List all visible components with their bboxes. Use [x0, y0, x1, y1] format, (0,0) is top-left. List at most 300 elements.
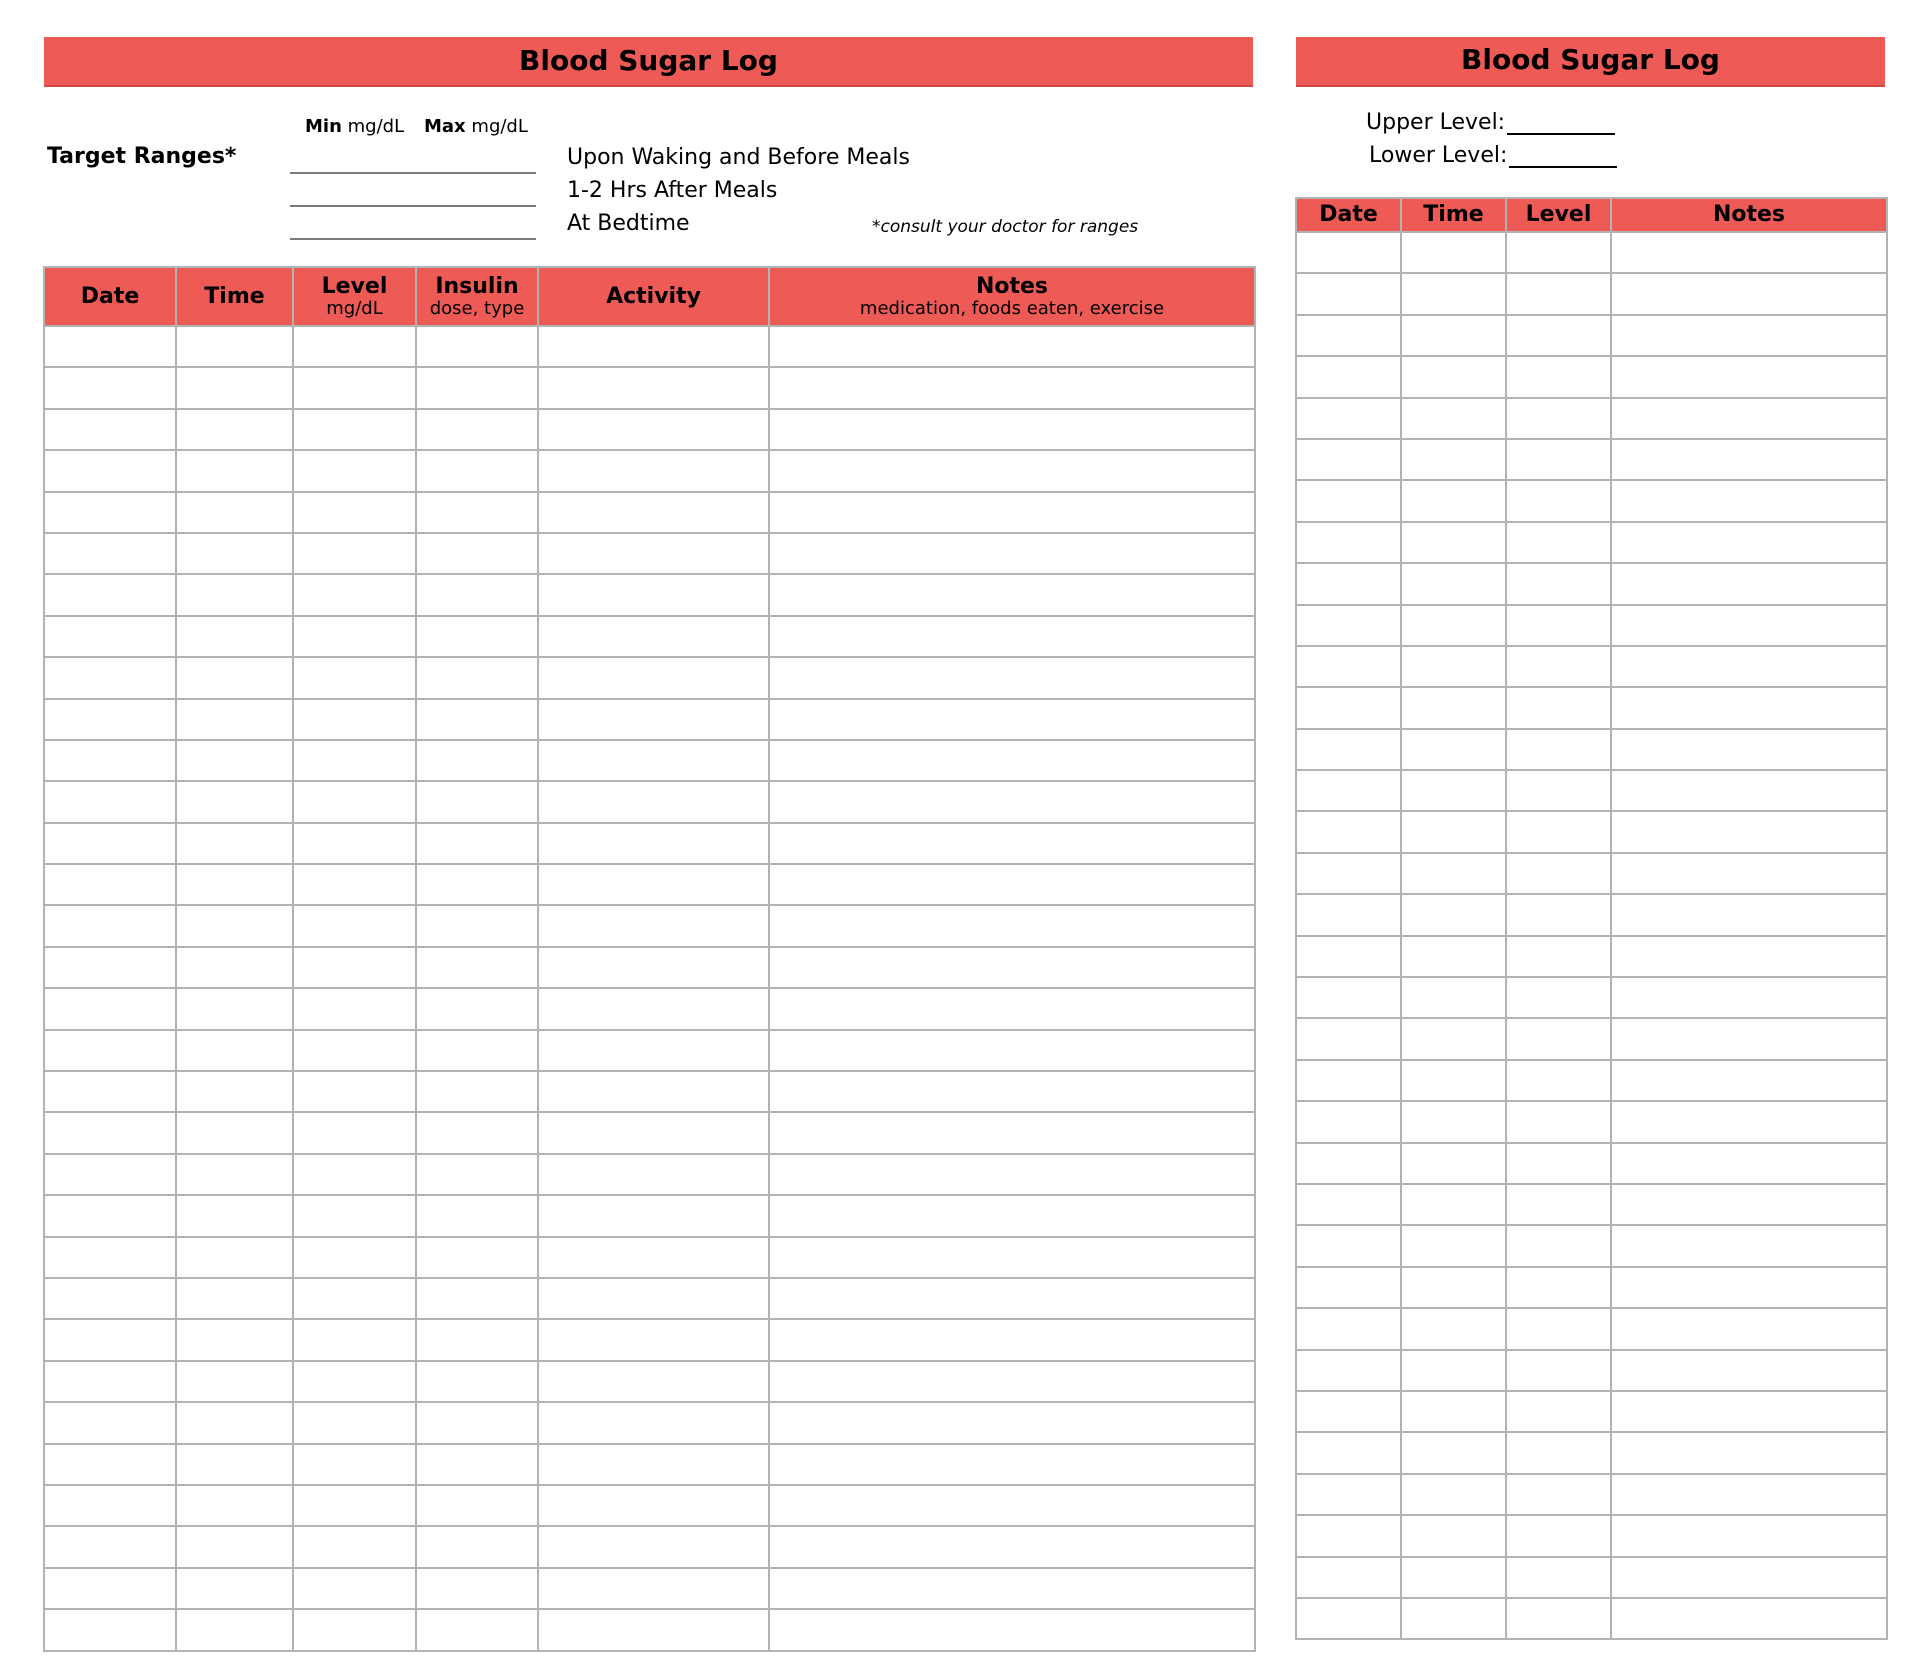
left-table-cell[interactable]	[176, 1195, 293, 1236]
left-table-cell[interactable]	[416, 1485, 538, 1526]
right-table-cell[interactable]	[1296, 605, 1401, 646]
left-table-cell[interactable]	[769, 1154, 1255, 1195]
left-table-cell[interactable]	[176, 1112, 293, 1153]
left-table-cell[interactable]	[44, 1319, 176, 1360]
right-table-cell[interactable]	[1506, 936, 1611, 977]
right-table-cell[interactable]	[1296, 1143, 1401, 1184]
left-table-cell[interactable]	[538, 905, 769, 946]
right-table-cell[interactable]	[1401, 894, 1506, 935]
right-table-cell[interactable]	[1611, 1060, 1887, 1101]
right-table-cell[interactable]	[1611, 770, 1887, 811]
left-table-cell[interactable]	[538, 1609, 769, 1650]
right-table-cell[interactable]	[1296, 522, 1401, 563]
left-table-cell[interactable]	[769, 905, 1255, 946]
left-table-cell[interactable]	[538, 1444, 769, 1485]
left-table-cell[interactable]	[176, 616, 293, 657]
left-table-cell[interactable]	[44, 533, 176, 574]
right-table-cell[interactable]	[1296, 1474, 1401, 1515]
left-table-cell[interactable]	[44, 492, 176, 533]
left-table-cell[interactable]	[538, 988, 769, 1029]
left-table-cell[interactable]	[176, 492, 293, 533]
right-table-cell[interactable]	[1611, 1432, 1887, 1473]
left-table-cell[interactable]	[416, 1609, 538, 1650]
left-table-cell[interactable]	[416, 367, 538, 408]
right-table-cell[interactable]	[1506, 1432, 1611, 1473]
right-table-cell[interactable]	[1611, 1101, 1887, 1142]
right-table-cell[interactable]	[1401, 315, 1506, 356]
right-table-cell[interactable]	[1296, 273, 1401, 314]
left-table-cell[interactable]	[44, 1609, 176, 1650]
left-table-cell[interactable]	[416, 740, 538, 781]
left-table-cell[interactable]	[769, 367, 1255, 408]
left-table-cell[interactable]	[416, 1195, 538, 1236]
right-table-cell[interactable]	[1506, 770, 1611, 811]
left-table-cell[interactable]	[44, 616, 176, 657]
right-table-cell[interactable]	[1611, 1018, 1887, 1059]
left-table-cell[interactable]	[538, 947, 769, 988]
left-table-cell[interactable]	[769, 1278, 1255, 1319]
right-table-cell[interactable]	[1506, 356, 1611, 397]
left-table-cell[interactable]	[293, 699, 416, 740]
right-table-cell[interactable]	[1401, 356, 1506, 397]
left-table-cell[interactable]	[176, 864, 293, 905]
right-table-cell[interactable]	[1401, 977, 1506, 1018]
right-table-cell[interactable]	[1611, 563, 1887, 604]
right-table-cell[interactable]	[1506, 605, 1611, 646]
left-table-cell[interactable]	[769, 1485, 1255, 1526]
right-table-cell[interactable]	[1611, 232, 1887, 273]
right-table-cell[interactable]	[1506, 563, 1611, 604]
right-table-cell[interactable]	[1296, 936, 1401, 977]
left-table-cell[interactable]	[293, 905, 416, 946]
left-table-cell[interactable]	[176, 326, 293, 367]
right-table-cell[interactable]	[1611, 729, 1887, 770]
left-table-cell[interactable]	[538, 1361, 769, 1402]
left-table-cell[interactable]	[293, 988, 416, 1029]
right-table-cell[interactable]	[1296, 1557, 1401, 1598]
left-table-cell[interactable]	[416, 574, 538, 615]
left-table-cell[interactable]	[769, 1402, 1255, 1443]
left-table-cell[interactable]	[769, 450, 1255, 491]
left-table-cell[interactable]	[293, 1568, 416, 1609]
left-table-cell[interactable]	[538, 823, 769, 864]
left-table-cell[interactable]	[769, 574, 1255, 615]
left-table-cell[interactable]	[769, 1112, 1255, 1153]
left-table-cell[interactable]	[416, 657, 538, 698]
left-table-cell[interactable]	[416, 533, 538, 574]
right-table-cell[interactable]	[1401, 1143, 1506, 1184]
right-table-cell[interactable]	[1401, 1225, 1506, 1266]
left-table-cell[interactable]	[538, 616, 769, 657]
right-table-cell[interactable]	[1296, 1308, 1401, 1349]
left-table-cell[interactable]	[538, 781, 769, 822]
right-table-cell[interactable]	[1296, 1515, 1401, 1556]
right-table-cell[interactable]	[1296, 1598, 1401, 1639]
right-table-cell[interactable]	[1401, 729, 1506, 770]
left-table-cell[interactable]	[44, 1526, 176, 1567]
right-table-cell[interactable]	[1506, 1225, 1611, 1266]
right-table-cell[interactable]	[1401, 1474, 1506, 1515]
left-table-cell[interactable]	[416, 1402, 538, 1443]
left-table-cell[interactable]	[769, 864, 1255, 905]
left-table-cell[interactable]	[44, 367, 176, 408]
left-table-cell[interactable]	[538, 326, 769, 367]
right-table-cell[interactable]	[1401, 1018, 1506, 1059]
left-table-cell[interactable]	[44, 1568, 176, 1609]
left-table-cell[interactable]	[44, 409, 176, 450]
left-table-cell[interactable]	[176, 1609, 293, 1650]
left-table-cell[interactable]	[176, 1278, 293, 1319]
right-table-cell[interactable]	[1401, 646, 1506, 687]
left-table-cell[interactable]	[176, 450, 293, 491]
left-table-cell[interactable]	[769, 657, 1255, 698]
right-table-cell[interactable]	[1506, 1308, 1611, 1349]
left-table-cell[interactable]	[176, 1154, 293, 1195]
left-table-cell[interactable]	[293, 492, 416, 533]
right-table-cell[interactable]	[1506, 1515, 1611, 1556]
right-table-cell[interactable]	[1611, 1474, 1887, 1515]
left-table-cell[interactable]	[416, 864, 538, 905]
right-table-cell[interactable]	[1296, 1060, 1401, 1101]
right-table-cell[interactable]	[1506, 1350, 1611, 1391]
left-table-cell[interactable]	[176, 1526, 293, 1567]
left-table-cell[interactable]	[538, 1071, 769, 1112]
right-table-cell[interactable]	[1506, 811, 1611, 852]
right-table-cell[interactable]	[1296, 398, 1401, 439]
left-table-cell[interactable]	[538, 492, 769, 533]
right-table-cell[interactable]	[1296, 1267, 1401, 1308]
right-table-cell[interactable]	[1296, 1018, 1401, 1059]
right-table-cell[interactable]	[1401, 439, 1506, 480]
left-table-cell[interactable]	[538, 1154, 769, 1195]
left-table-cell[interactable]	[176, 740, 293, 781]
right-table-cell[interactable]	[1401, 1101, 1506, 1142]
left-table-cell[interactable]	[769, 699, 1255, 740]
left-table-cell[interactable]	[538, 864, 769, 905]
left-table-cell[interactable]	[293, 1361, 416, 1402]
right-table-cell[interactable]	[1401, 605, 1506, 646]
right-table-cell[interactable]	[1611, 1391, 1887, 1432]
left-table-cell[interactable]	[416, 1361, 538, 1402]
left-table-cell[interactable]	[293, 657, 416, 698]
left-table-cell[interactable]	[769, 823, 1255, 864]
right-table-cell[interactable]	[1611, 853, 1887, 894]
right-table-cell[interactable]	[1401, 770, 1506, 811]
right-table-cell[interactable]	[1296, 1432, 1401, 1473]
left-table-cell[interactable]	[176, 657, 293, 698]
left-table-cell[interactable]	[416, 326, 538, 367]
right-table-cell[interactable]	[1296, 853, 1401, 894]
left-table-cell[interactable]	[769, 1568, 1255, 1609]
left-table-cell[interactable]	[769, 1319, 1255, 1360]
left-table-cell[interactable]	[538, 367, 769, 408]
right-table-cell[interactable]	[1611, 1350, 1887, 1391]
left-table-cell[interactable]	[44, 657, 176, 698]
right-table-cell[interactable]	[1506, 1267, 1611, 1308]
left-table-cell[interactable]	[176, 988, 293, 1029]
right-table-cell[interactable]	[1401, 273, 1506, 314]
left-table-cell[interactable]	[769, 533, 1255, 574]
left-table-cell[interactable]	[538, 1237, 769, 1278]
left-table-cell[interactable]	[44, 574, 176, 615]
left-table-cell[interactable]	[416, 1112, 538, 1153]
right-table-cell[interactable]	[1401, 522, 1506, 563]
left-table-cell[interactable]	[538, 574, 769, 615]
left-table-cell[interactable]	[769, 326, 1255, 367]
left-table-cell[interactable]	[538, 409, 769, 450]
right-table-cell[interactable]	[1401, 232, 1506, 273]
right-table-cell[interactable]	[1401, 1267, 1506, 1308]
right-table-cell[interactable]	[1296, 1225, 1401, 1266]
left-table-cell[interactable]	[416, 1154, 538, 1195]
right-table-cell[interactable]	[1611, 315, 1887, 356]
left-table-cell[interactable]	[538, 1278, 769, 1319]
left-table-cell[interactable]	[176, 1237, 293, 1278]
left-table-cell[interactable]	[176, 699, 293, 740]
left-table-cell[interactable]	[769, 1361, 1255, 1402]
left-table-cell[interactable]	[293, 740, 416, 781]
left-table-cell[interactable]	[538, 1568, 769, 1609]
left-table-cell[interactable]	[293, 1154, 416, 1195]
left-table-cell[interactable]	[176, 533, 293, 574]
right-table-cell[interactable]	[1506, 1060, 1611, 1101]
right-table-cell[interactable]	[1611, 811, 1887, 852]
left-table-cell[interactable]	[44, 1112, 176, 1153]
left-table-cell[interactable]	[44, 1030, 176, 1071]
left-table-cell[interactable]	[293, 1112, 416, 1153]
left-table-cell[interactable]	[44, 450, 176, 491]
right-table-cell[interactable]	[1506, 1018, 1611, 1059]
right-table-cell[interactable]	[1296, 356, 1401, 397]
left-table-cell[interactable]	[769, 1526, 1255, 1567]
right-table-cell[interactable]	[1506, 729, 1611, 770]
right-table-cell[interactable]	[1296, 232, 1401, 273]
left-table-cell[interactable]	[293, 1319, 416, 1360]
right-table-cell[interactable]	[1611, 439, 1887, 480]
right-table-cell[interactable]	[1296, 687, 1401, 728]
right-table-cell[interactable]	[1611, 605, 1887, 646]
right-table-cell[interactable]	[1296, 770, 1401, 811]
left-table-cell[interactable]	[176, 905, 293, 946]
left-table-cell[interactable]	[293, 326, 416, 367]
left-table-cell[interactable]	[176, 781, 293, 822]
right-table-cell[interactable]	[1296, 811, 1401, 852]
right-table-cell[interactable]	[1296, 729, 1401, 770]
left-table-cell[interactable]	[538, 1030, 769, 1071]
left-table-cell[interactable]	[293, 1402, 416, 1443]
right-table-cell[interactable]	[1506, 1101, 1611, 1142]
left-table-cell[interactable]	[416, 988, 538, 1029]
left-table-cell[interactable]	[176, 574, 293, 615]
left-table-cell[interactable]	[293, 1444, 416, 1485]
right-table-cell[interactable]	[1611, 398, 1887, 439]
right-table-cell[interactable]	[1401, 1557, 1506, 1598]
right-table-cell[interactable]	[1506, 646, 1611, 687]
left-table-cell[interactable]	[538, 1195, 769, 1236]
left-table-cell[interactable]	[293, 574, 416, 615]
right-table-cell[interactable]	[1611, 522, 1887, 563]
right-table-cell[interactable]	[1401, 1391, 1506, 1432]
left-table-cell[interactable]	[416, 1444, 538, 1485]
left-table-cell[interactable]	[293, 1609, 416, 1650]
left-table-cell[interactable]	[416, 1568, 538, 1609]
left-table-cell[interactable]	[44, 699, 176, 740]
right-table-cell[interactable]	[1296, 646, 1401, 687]
left-table-cell[interactable]	[416, 409, 538, 450]
left-table-cell[interactable]	[44, 988, 176, 1029]
lower-level-blank[interactable]	[1509, 144, 1617, 168]
left-table-cell[interactable]	[44, 740, 176, 781]
right-table-cell[interactable]	[1611, 1557, 1887, 1598]
left-table-cell[interactable]	[293, 1030, 416, 1071]
range-blank-waking[interactable]	[290, 172, 536, 174]
right-table-cell[interactable]	[1296, 1101, 1401, 1142]
right-table-cell[interactable]	[1506, 1598, 1611, 1639]
right-table-cell[interactable]	[1296, 315, 1401, 356]
right-table-cell[interactable]	[1611, 687, 1887, 728]
left-table-cell[interactable]	[538, 740, 769, 781]
left-table-cell[interactable]	[293, 1526, 416, 1567]
left-table-cell[interactable]	[416, 1030, 538, 1071]
left-table-cell[interactable]	[293, 533, 416, 574]
left-table-cell[interactable]	[44, 1361, 176, 1402]
left-table-cell[interactable]	[538, 1112, 769, 1153]
left-table-cell[interactable]	[538, 1402, 769, 1443]
right-table-cell[interactable]	[1506, 1143, 1611, 1184]
right-table-cell[interactable]	[1611, 1515, 1887, 1556]
left-table-cell[interactable]	[176, 409, 293, 450]
right-table-cell[interactable]	[1401, 1308, 1506, 1349]
left-table-cell[interactable]	[44, 947, 176, 988]
left-table-cell[interactable]	[293, 367, 416, 408]
left-table-cell[interactable]	[293, 1071, 416, 1112]
left-table-cell[interactable]	[769, 1195, 1255, 1236]
right-table-cell[interactable]	[1611, 1225, 1887, 1266]
right-table-cell[interactable]	[1506, 273, 1611, 314]
left-table-cell[interactable]	[416, 781, 538, 822]
right-table-cell[interactable]	[1611, 273, 1887, 314]
left-table-cell[interactable]	[176, 1402, 293, 1443]
right-table-cell[interactable]	[1611, 1143, 1887, 1184]
left-table-cell[interactable]	[769, 1071, 1255, 1112]
left-table-cell[interactable]	[44, 781, 176, 822]
right-table-cell[interactable]	[1611, 977, 1887, 1018]
right-table-cell[interactable]	[1401, 1515, 1506, 1556]
right-table-cell[interactable]	[1506, 853, 1611, 894]
right-table-cell[interactable]	[1401, 1350, 1506, 1391]
left-table-cell[interactable]	[176, 1485, 293, 1526]
left-table-cell[interactable]	[416, 492, 538, 533]
left-table-cell[interactable]	[44, 1195, 176, 1236]
left-table-cell[interactable]	[176, 1030, 293, 1071]
right-table-cell[interactable]	[1296, 480, 1401, 521]
left-table-cell[interactable]	[44, 1154, 176, 1195]
left-table-cell[interactable]	[769, 492, 1255, 533]
left-table-cell[interactable]	[293, 616, 416, 657]
right-table-cell[interactable]	[1611, 936, 1887, 977]
left-table-cell[interactable]	[769, 988, 1255, 1029]
right-table-cell[interactable]	[1506, 1557, 1611, 1598]
left-table-cell[interactable]	[293, 781, 416, 822]
left-table-cell[interactable]	[769, 740, 1255, 781]
left-table-cell[interactable]	[538, 533, 769, 574]
right-table-cell[interactable]	[1611, 1267, 1887, 1308]
right-table-cell[interactable]	[1611, 1184, 1887, 1225]
left-table-cell[interactable]	[176, 1568, 293, 1609]
right-table-cell[interactable]	[1506, 1184, 1611, 1225]
left-table-cell[interactable]	[44, 1402, 176, 1443]
left-table-cell[interactable]	[293, 409, 416, 450]
left-table-cell[interactable]	[538, 450, 769, 491]
left-table-cell[interactable]	[769, 781, 1255, 822]
left-table-cell[interactable]	[44, 905, 176, 946]
right-table-cell[interactable]	[1611, 1308, 1887, 1349]
right-table-cell[interactable]	[1506, 315, 1611, 356]
right-table-cell[interactable]	[1296, 894, 1401, 935]
left-table-cell[interactable]	[176, 1319, 293, 1360]
right-table-cell[interactable]	[1401, 1432, 1506, 1473]
upper-level-blank[interactable]	[1507, 111, 1615, 135]
right-table-cell[interactable]	[1401, 480, 1506, 521]
right-table-cell[interactable]	[1401, 1184, 1506, 1225]
left-table-cell[interactable]	[44, 326, 176, 367]
left-table-cell[interactable]	[416, 699, 538, 740]
right-table-cell[interactable]	[1296, 1184, 1401, 1225]
left-table-cell[interactable]	[416, 1071, 538, 1112]
left-table-cell[interactable]	[293, 1278, 416, 1319]
range-blank-bedtime[interactable]	[290, 238, 536, 240]
left-table-cell[interactable]	[44, 823, 176, 864]
right-table-cell[interactable]	[1296, 439, 1401, 480]
left-table-cell[interactable]	[769, 1444, 1255, 1485]
left-table-cell[interactable]	[416, 616, 538, 657]
left-table-cell[interactable]	[538, 1526, 769, 1567]
left-table-cell[interactable]	[44, 1485, 176, 1526]
right-table-cell[interactable]	[1296, 1350, 1401, 1391]
left-table-cell[interactable]	[538, 1319, 769, 1360]
left-table-cell[interactable]	[293, 450, 416, 491]
right-table-cell[interactable]	[1296, 977, 1401, 1018]
left-table-cell[interactable]	[293, 864, 416, 905]
left-table-cell[interactable]	[293, 1237, 416, 1278]
right-table-cell[interactable]	[1401, 1598, 1506, 1639]
left-table-cell[interactable]	[769, 1030, 1255, 1071]
left-table-cell[interactable]	[769, 409, 1255, 450]
left-table-cell[interactable]	[44, 1071, 176, 1112]
left-table-cell[interactable]	[176, 1361, 293, 1402]
right-table-cell[interactable]	[1401, 936, 1506, 977]
right-table-cell[interactable]	[1506, 977, 1611, 1018]
left-table-cell[interactable]	[176, 947, 293, 988]
left-table-cell[interactable]	[769, 1237, 1255, 1278]
right-table-cell[interactable]	[1401, 687, 1506, 728]
left-table-cell[interactable]	[416, 823, 538, 864]
left-table-cell[interactable]	[176, 367, 293, 408]
right-table-cell[interactable]	[1506, 480, 1611, 521]
left-table-cell[interactable]	[293, 1195, 416, 1236]
left-table-cell[interactable]	[293, 823, 416, 864]
right-table-cell[interactable]	[1401, 853, 1506, 894]
left-table-cell[interactable]	[416, 450, 538, 491]
right-table-cell[interactable]	[1506, 522, 1611, 563]
right-table-cell[interactable]	[1506, 439, 1611, 480]
right-table-cell[interactable]	[1506, 398, 1611, 439]
left-table-cell[interactable]	[176, 1071, 293, 1112]
left-table-cell[interactable]	[293, 1485, 416, 1526]
right-table-cell[interactable]	[1506, 232, 1611, 273]
right-table-cell[interactable]	[1401, 398, 1506, 439]
left-table-cell[interactable]	[176, 823, 293, 864]
